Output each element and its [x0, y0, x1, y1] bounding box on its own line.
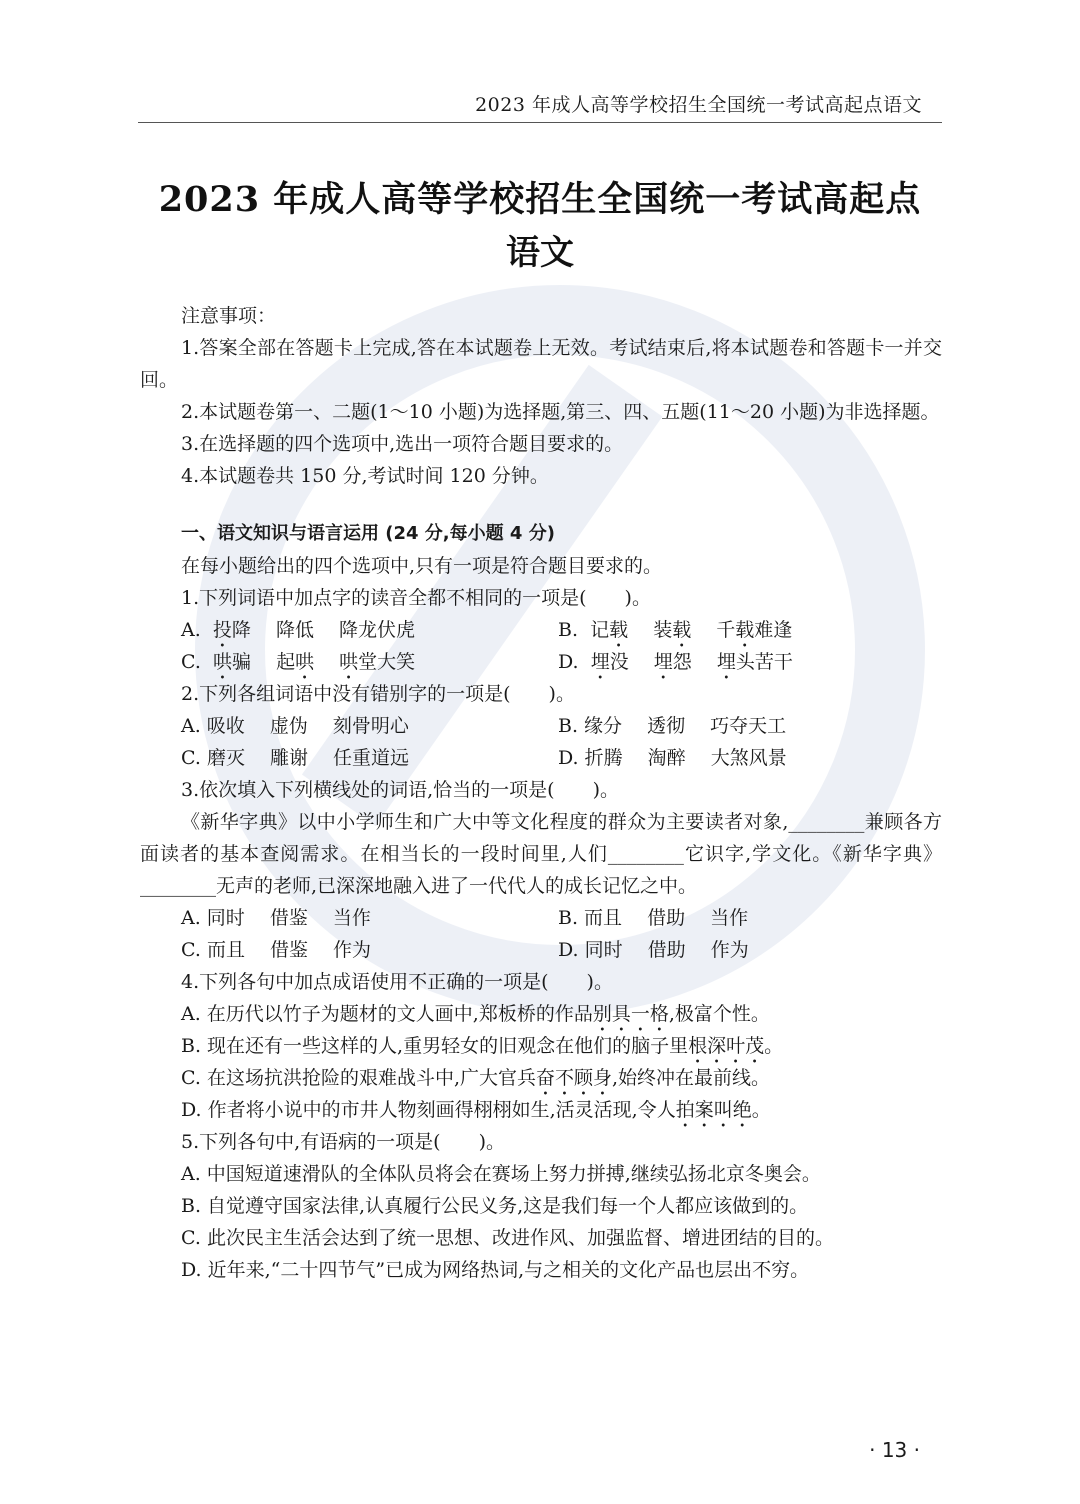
header-rule [138, 122, 942, 123]
question-stem: 1.下列词语中加点字的读音全都不相同的一项是( )。 [181, 587, 651, 609]
exam-content [140, 300, 942, 1286]
option-a: A. 投降 降低 降龙伏虎 [181, 619, 416, 641]
options-row [140, 614, 942, 646]
options-row [140, 710, 942, 742]
section-instruction: 在每小题给出的四个选项中,只有一项是符合题目要求的。 [181, 555, 663, 577]
note-item: 1.答案全部在答题卡上完成,答在本试题卷上无效。考试结束后,将本试题卷和答题卡一并交回。 [140, 337, 942, 391]
section-heading: 一、语文知识与语言运用 (24 分,每小题 4 分) [181, 523, 555, 544]
option-a: A. 在历代以竹子为题材的文人画中,郑板桥的作品别具一格,极富个性。 [181, 1003, 770, 1025]
exam-subject: 语文 [506, 233, 574, 273]
option-c: C. 磨灭 雕谢 任重道远 [181, 747, 410, 769]
question-stem: 5.下列各句中,有语病的一项是( )。 [181, 1131, 505, 1153]
dotted-idiom: 拍案叫绝 [675, 1099, 752, 1121]
option-c: C. 此次民主生活会达到了统一思想、改进作风、加强监督、增进团结的目的。 [181, 1227, 834, 1249]
option-b: B. 缘分 透彻 巧夺天工 [558, 715, 787, 737]
option-a: A. 同时 借鉴 当作 [181, 907, 371, 929]
option-a: A. 吸收 虚伪 刻骨明心 [181, 715, 409, 737]
page-number: · 13 · [869, 1438, 920, 1462]
option-d: D. 同时 借助 作为 [558, 939, 749, 961]
option-c: C. 而且 借鉴 作为 [181, 939, 372, 961]
question-stem: 2.下列各组词语中没有错别字的一项是( )。 [181, 683, 575, 705]
option-b: B. 现在还有一些这样的人,重男轻女的旧观念在他们的脑子里根深叶茂。 [181, 1035, 784, 1057]
option-c: C. 哄骗 起哄 哄堂大笑 [181, 651, 416, 673]
option-d: D. 埋没 埋怨 埋头苦干 [558, 651, 793, 673]
options-row [140, 902, 942, 934]
option-a: A. 中国短道速滑队的全体队员将会在赛场上努力拼搏,继续弘扬北京冬奥会。 [181, 1163, 821, 1185]
option-b: B. 而且 借助 当作 [558, 907, 749, 929]
question-stem: 4.下列各句中加点成语使用不正确的一项是( )。 [181, 971, 613, 993]
note-item: 4.本试题卷共 150 分,考试时间 120 分钟。 [181, 465, 549, 487]
question-passage: 《新华字典》以中小学师生和广大中等文化程度的群众为主要读者对象,________兼顾各方面读者的基本查阅需求。在相当长的一段时间里,人们________它识字,学文化。《新华字典》________无声的老师,已深深地融入进了一代代人的成长记忆之中。 [140, 811, 942, 897]
notes-heading: 注意事项： [181, 305, 277, 327]
option-d: D. 折腾 淘醉 大煞风景 [558, 747, 787, 769]
options-row [140, 646, 942, 678]
options-row [140, 742, 942, 774]
dotted-idiom: 根深叶茂 [688, 1035, 765, 1057]
option-d: D. 近年来,“二十四节气”已成为网络热词,与之相关的文化产品也层出不穷。 [181, 1259, 810, 1281]
option-b: B. 自觉遵守国家法律,认真履行公民义务,这是我们每一个人都应该做到的。 [181, 1195, 809, 1217]
note-item: 3.在选择题的四个选项中,选出一项符合题目要求的。 [181, 433, 624, 455]
options-row [140, 934, 942, 966]
dotted-idiom: 别具一格 [592, 1003, 669, 1025]
dotted-idiom: 奋不顾身 [535, 1067, 612, 1089]
question-stem: 3.依次填入下列横线处的词语,恰当的一项是( )。 [181, 779, 619, 801]
option-d: D. 作者将小说中的市井人物刻画得栩栩如生,活灵活现,令人拍案叫绝。 [181, 1099, 771, 1121]
note-item: 2.本试题卷第一、二题(1～10 小题)为选择题,第三、四、五题(11～20 小题)为非选择题。 [181, 401, 940, 423]
option-c: C. 在这场抗洪抢险的艰难战斗中,广大官兵奋不顾身,始终冲在最前线。 [181, 1067, 771, 1089]
exam-title: 2023 年成人高等学校招生全国统一考试高起点 [158, 179, 922, 220]
running-header: 2023 年成人高等学校招生全国统一考试高起点语文 [475, 94, 922, 116]
option-b: B. 记载 装载 千载难逢 [558, 619, 793, 641]
